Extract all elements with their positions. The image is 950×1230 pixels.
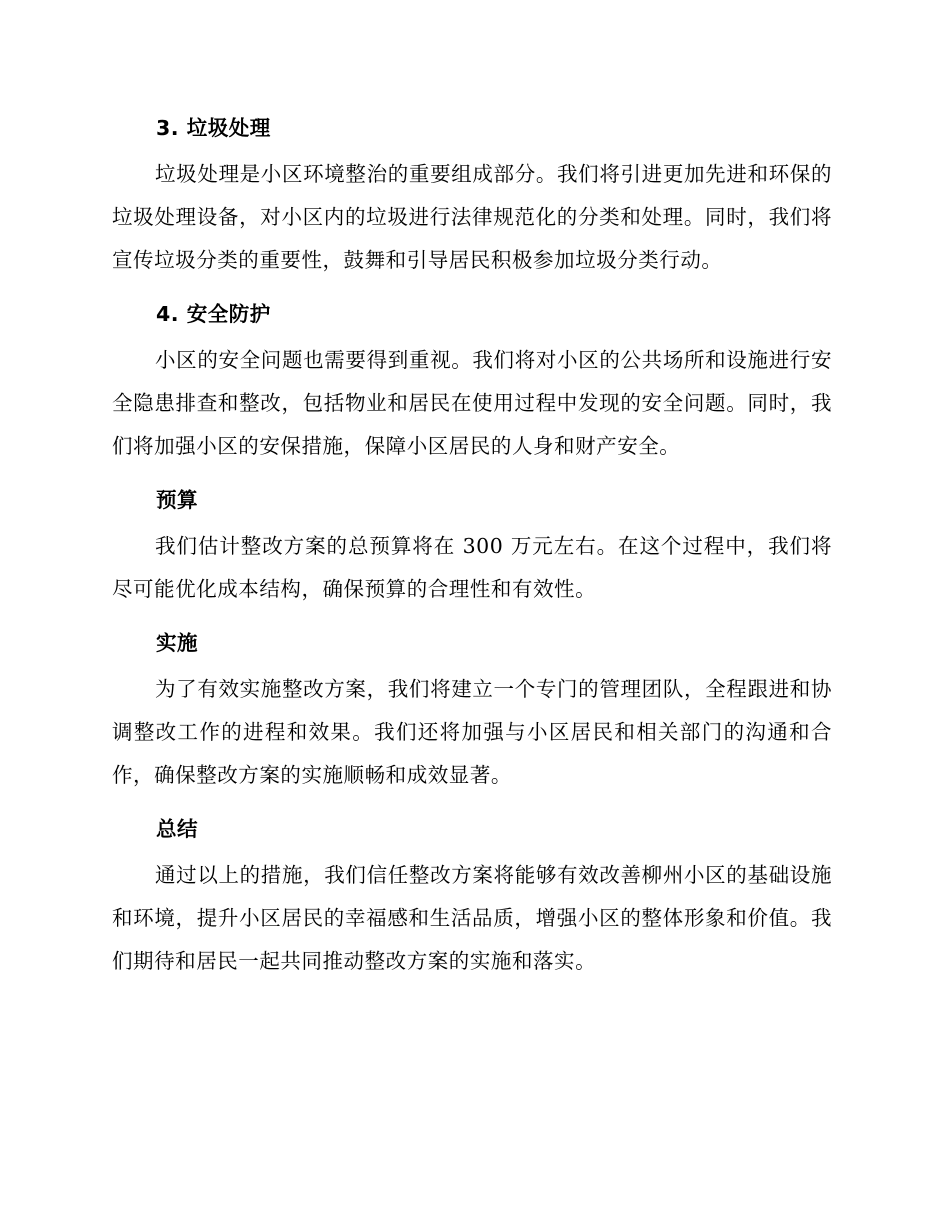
section-heading: 总结 xyxy=(156,817,198,841)
section-paragraph: 我们估计整改方案的总预算将在 300 万元左右。在这个过程中，我们将尽可能优化成本结构，确保预算的合理性和有效性。 xyxy=(112,534,832,601)
section-paragraph: 为了有效实施整改方案，我们将建立一个专门的管理团队，全程跟进和协调整改工作的进程和效果。我们还将加强与小区居民和相关部门的沟通和合作，确保整改方案的实施顺畅和成效显著。 xyxy=(112,677,832,787)
section-heading: 3. 垃圾处理 xyxy=(156,116,271,140)
section-budget xyxy=(112,480,832,611)
section-summary xyxy=(112,809,832,983)
section-safety-protection xyxy=(112,294,832,468)
section-heading: 预算 xyxy=(156,488,198,512)
section-heading: 实施 xyxy=(156,631,198,655)
document-page xyxy=(112,108,832,995)
section-paragraph: 通过以上的措施，我们信任整改方案将能够有效改善柳州小区的基础设施和环境，提升小区居民的幸福感和生活品质，增强小区的整体形象和价值。我们期待和居民一起共同推动整改方案的实施和落实。 xyxy=(112,863,832,973)
section-implementation xyxy=(112,623,832,797)
section-paragraph: 垃圾处理是小区环境整治的重要组成部分。我们将引进更加先进和环保的垃圾处理设备，对小区内的垃圾进行法律规范化的分类和处理。同时，我们将宣传垃圾分类的重要性，鼓舞和引导居民积极参加垃圾分类行动。 xyxy=(112,162,832,272)
section-heading: 4. 安全防护 xyxy=(156,302,271,326)
section-paragraph: 小区的安全问题也需要得到重视。我们将对小区的公共场所和设施进行安全隐患排查和整改，包括物业和居民在使用过程中发现的安全问题。同时，我们将加强小区的安保措施，保障小区居民的人身和财产安全。 xyxy=(112,348,832,458)
section-garbage-disposal xyxy=(112,108,832,282)
